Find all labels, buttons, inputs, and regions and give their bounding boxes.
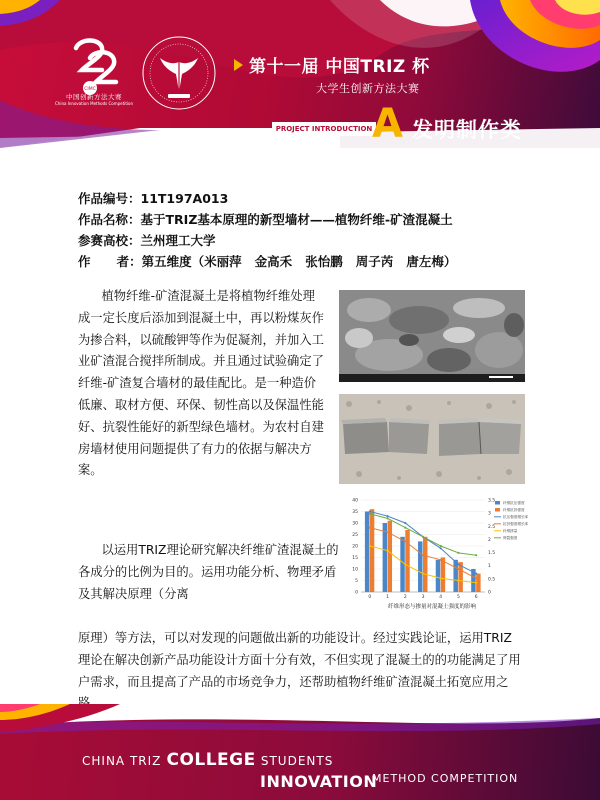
category-letter: A <box>372 101 403 147</box>
x-tick-label: 1 <box>386 595 390 600</box>
x-tick-label: 6 <box>474 595 478 600</box>
chart-point <box>369 510 371 512</box>
legend-swatch <box>495 508 500 512</box>
chart-point <box>404 527 406 529</box>
chart-point <box>440 547 442 549</box>
sem-micrograph-image <box>339 290 525 382</box>
title-main-text: 第十一届 中国TRIZ 杯 <box>249 57 430 77</box>
chart-x-axis <box>361 592 485 600</box>
title-sub-text: 大学生创新方法大赛 <box>316 82 420 95</box>
chart-y-axis <box>352 498 358 596</box>
legend-label: 纤维抗压强度 <box>503 501 525 505</box>
y2-tick-label: 1.5 <box>488 551 496 557</box>
x-tick-label: 2 <box>403 595 407 600</box>
chart-point <box>475 554 477 556</box>
triz-cup-emblem-icon <box>140 34 218 112</box>
y-tick-label: 25 <box>352 533 358 538</box>
chart-point <box>369 513 371 515</box>
logo-cn-name: 中国创新方法大赛 <box>66 93 122 101</box>
chart-point <box>422 536 424 538</box>
id-value: 11T197A013 <box>140 191 229 206</box>
chart-point <box>422 554 424 556</box>
legend-label: 纤维掺量 <box>503 529 518 533</box>
competition-title <box>234 52 430 96</box>
cimc-logo-icon <box>60 38 130 98</box>
y2-tick-label: 2 <box>488 537 491 543</box>
y-tick-label: 10 <box>352 567 358 573</box>
chart-point <box>457 579 459 581</box>
wall-sample-photo <box>339 394 525 484</box>
chart-point <box>440 545 442 547</box>
chart-point <box>457 568 459 570</box>
chart-bar <box>405 530 409 592</box>
chart-point <box>475 573 477 575</box>
info-row-school <box>78 230 456 251</box>
footer-word-students: STUDENTS <box>260 754 334 768</box>
y-tick-label: 15 <box>352 556 358 561</box>
logo-en-name: China Innovation Methods Competition <box>55 101 133 106</box>
chart-bar <box>441 558 445 593</box>
y-tick-label: 35 <box>352 510 358 515</box>
chart-point <box>404 522 406 524</box>
chart-bars <box>365 509 481 592</box>
y2-tick-label: 0 <box>488 590 491 596</box>
chart-point <box>475 582 477 584</box>
y-tick-label: 40 <box>352 498 358 504</box>
id-label: 作品编号： <box>78 191 141 206</box>
category-title: 发明制作类 <box>412 118 522 142</box>
info-row-author <box>78 251 456 272</box>
info-row-name <box>78 209 456 230</box>
paragraph-conclusion: 原理）等方法，可以对发现的问题做出新的功能设计。经过实践论证，运用TRIZ理论在解决创新产品功能设计方面十分有效，不但实现了混凝土的的功能满足了用户需求，而且提高了产品的市场竞争力，还帮助植物纤维矿渣混凝土拓宽应用之 <box>78 631 521 689</box>
chart-point <box>386 531 388 533</box>
footer-line-1 <box>82 750 333 770</box>
y2-tick-label: 1 <box>488 564 491 570</box>
legend-label: 劈裂强度 <box>503 536 518 540</box>
project-intro-label: PROJECT INTRODUCTION <box>272 122 376 136</box>
school-label: 参赛高校： <box>78 233 141 248</box>
chart-point <box>457 552 459 554</box>
chart-point <box>440 559 442 561</box>
x-tick-label: 3 <box>421 595 425 600</box>
chart-point <box>475 577 477 579</box>
chart-point <box>369 527 371 529</box>
play-arrow-icon <box>234 59 243 71</box>
chart-point <box>457 563 459 565</box>
y2-tick-label: 3 <box>488 511 491 517</box>
chart-title: 纤维形态与掺量对混凝土强度的影响 <box>387 604 477 610</box>
cimc-logo-text <box>48 92 140 106</box>
chart-bar <box>436 560 440 592</box>
y-tick-label: 20 <box>352 544 358 550</box>
chart-bar <box>365 512 369 593</box>
chart-point <box>422 573 424 575</box>
x-tick-label: 5 <box>456 595 460 600</box>
y-tick-label: 30 <box>352 521 358 527</box>
chart-point <box>386 517 388 519</box>
legend-label: 纤维抗折强度 <box>503 508 525 512</box>
chart-bar <box>400 537 404 592</box>
legend-label: 抗压强度增长率 <box>503 515 529 519</box>
y2-tick-label: 0.5 <box>488 577 496 583</box>
fiber-strength-chart <box>339 492 529 612</box>
chart-bar <box>370 509 374 592</box>
y2-tick-label: 2.5 <box>488 524 496 530</box>
name-label: 作品名称： <box>78 212 141 227</box>
chart-bar <box>383 523 387 592</box>
chart-bar <box>418 541 422 592</box>
header-banner <box>0 0 600 148</box>
y-tick-label: 0 <box>355 590 358 596</box>
info-row-id <box>78 188 456 209</box>
footer-word-method: METHOD COMPETITION <box>372 772 519 785</box>
chart-point <box>386 550 388 552</box>
chart-y2-axis <box>488 498 495 596</box>
paragraph-method: 以运用TRIZ理论研究解决纤维矿渣混凝土的各成分的比例为目的。运用功能分析、物理矛盾及其解决原理（分离 <box>78 543 339 601</box>
name-value: 基于TRIZ基本原理的新型墙材——植物纤维-矿渣混凝土 <box>140 212 453 227</box>
footer-word-college: COLLEGE <box>166 750 256 770</box>
x-tick-label: 0 <box>368 595 372 600</box>
chart-bar <box>453 560 457 592</box>
chart-point <box>386 515 388 517</box>
footer-banner <box>0 704 600 800</box>
author-value: 第五维度（米丽萍 金高禾 张怡鹏 周子芮 唐左梅） <box>141 254 457 269</box>
paragraph-intro: 植物纤维-矿渣混凝土是将植物纤维处理成一定长度后添加到混凝土中，再以粉煤灰作为掺合料，以硫酸钾等作为促凝剂，并加入工业矿渣混合搅拌所制成。并且通过试验确定了纤维-矿渣复合墙材的最佳配比。是一种造价低廉、取材方便、环保、韧性高以及保温性能好、抗裂性能好的新型绿色墙材。为农村自建房墙材使用问题提供了有力的依据与解决方案。 <box>78 289 324 478</box>
footer-word-innovation: INNOVATION <box>260 772 378 791</box>
chart-bar <box>423 537 427 592</box>
footer-word-china-triz: CHINA TRIZ <box>82 754 162 768</box>
chart-point <box>440 577 442 579</box>
chart-point <box>404 540 406 542</box>
project-info <box>78 188 456 272</box>
school-value: 兰州理工大学 <box>140 233 216 248</box>
cimc-mark: CIMC <box>84 87 96 92</box>
x-tick-label: 4 <box>439 595 443 600</box>
legend-swatch <box>495 501 500 505</box>
chart-point <box>404 563 406 565</box>
y2-tick-label: 3.5 <box>488 498 496 504</box>
legend-label: 抗折强度增长率 <box>503 522 529 526</box>
author-label: 作 者： <box>78 254 142 269</box>
chart-legend <box>494 500 529 540</box>
y-tick-label: 5 <box>355 579 358 584</box>
chart-point <box>369 545 371 547</box>
